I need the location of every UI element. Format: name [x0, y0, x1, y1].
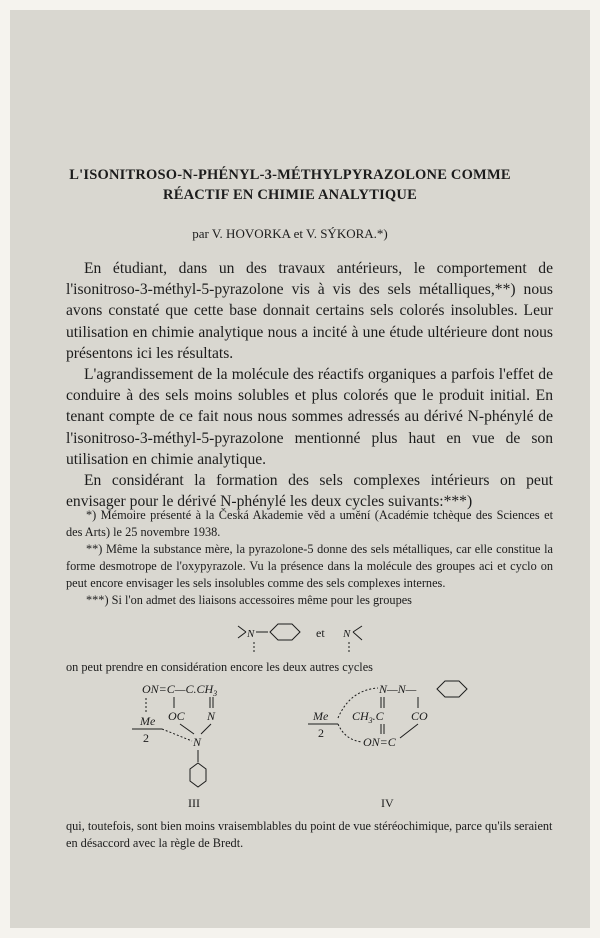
group-et: et: [316, 626, 325, 640]
s4-ch3c: $CH_3.C$: [352, 709, 384, 725]
s4-nn: N—N—: [379, 682, 417, 696]
phenyl-ring-icon: [270, 624, 300, 640]
s4-two: 2: [318, 726, 324, 740]
footnote-2: **) Même la substance mère, la pyrazolone-5 donne des sels métalliques, car elle constitue la forme desmotrope de l'oxypyrazole. Vu la présence dans la molécule des groupes aci et cyclo on peut encore envisager les sels insolubles comme des sels complexes internes.: [66, 542, 553, 590]
group-n-aci: [342, 626, 362, 652]
s3-on-c: $ON=C—C.CH_3$: [142, 682, 218, 698]
lead-text: on peut prendre en considération encore les deux autres cycles: [66, 660, 373, 674]
title-line-1: L'ISONITROSO-N-PHÉNYL-3-MÉTHYLPYRAZOLONE COMME: [69, 167, 511, 183]
s3-two: 2: [143, 731, 149, 745]
s4-phenyl-ring-icon: [437, 681, 467, 697]
footnote-1: *) Mémoire présenté à la Česká Akademie věd a umění (Académie tchèque des Sciences et des Arts) le 25 novembre 1938.: [66, 508, 553, 539]
s3-n-right: N: [207, 709, 216, 723]
s4-label: IV: [381, 796, 394, 810]
s3-me: Me: [140, 714, 156, 728]
title-line-2: RÉACTIF EN CHIMIE ANALYTIQUE: [163, 187, 417, 203]
group-n-phenyl: [238, 624, 300, 652]
s3-n-bottom: N: [193, 735, 202, 749]
paragraph-3: En considérant la formation des sels complexes intérieurs on peut envisager pour le dérivé N-phénylé les deux cycles suivants:***): [66, 472, 553, 511]
s3-oc: OC: [168, 709, 185, 723]
group-n-label: N: [247, 628, 255, 640]
s3-phenyl-ring-icon: [190, 763, 206, 787]
s4-onc: ON=C: [363, 735, 396, 749]
group-n2-label: N: [343, 628, 351, 640]
authors-line: par V. HOVORKA et V. SÝKORA.*): [192, 226, 388, 241]
footnote-3: ***) Si l'on admet des liaisons accessoires même pour les groupes: [86, 593, 412, 607]
structure-iii: [132, 682, 217, 810]
paragraph-1: En étudiant, dans un des travaux antérieurs, le comportement de l'isonitroso-3-méthyl-5-pyrazolone vis à vis des sels métalliques,**) nous avons constaté que cette base donnait certains sels colorés insolubles. Leur utilisation en chimie analytique nous a incité à une étude ultérieure dont nous présentons ici les résultats.: [66, 260, 553, 362]
s4-co: CO: [411, 709, 428, 723]
closing-text: qui, toutefois, sont bien moins vraisemblables du point de vue stéréochimique, parce qu'ils seraient en désaccord avec la règle de Bredt.: [66, 819, 553, 850]
paragraph-2: L'agrandissement de la molécule des réactifs organiques a parfois l'effet de conduire à des sels moins solubles et plus colorés que le produit initial. En tenant compte de ce fait nous nous sommes adressés au dérivé N-phénylé de l'isonitroso-3-méthyl-5-pyrazolone mentionné plus haut en vue de son utilisation en chimie analytique.: [66, 366, 553, 468]
structure-iv: [308, 681, 467, 810]
s4-me: Me: [313, 709, 329, 723]
s3-label: III: [188, 796, 200, 810]
